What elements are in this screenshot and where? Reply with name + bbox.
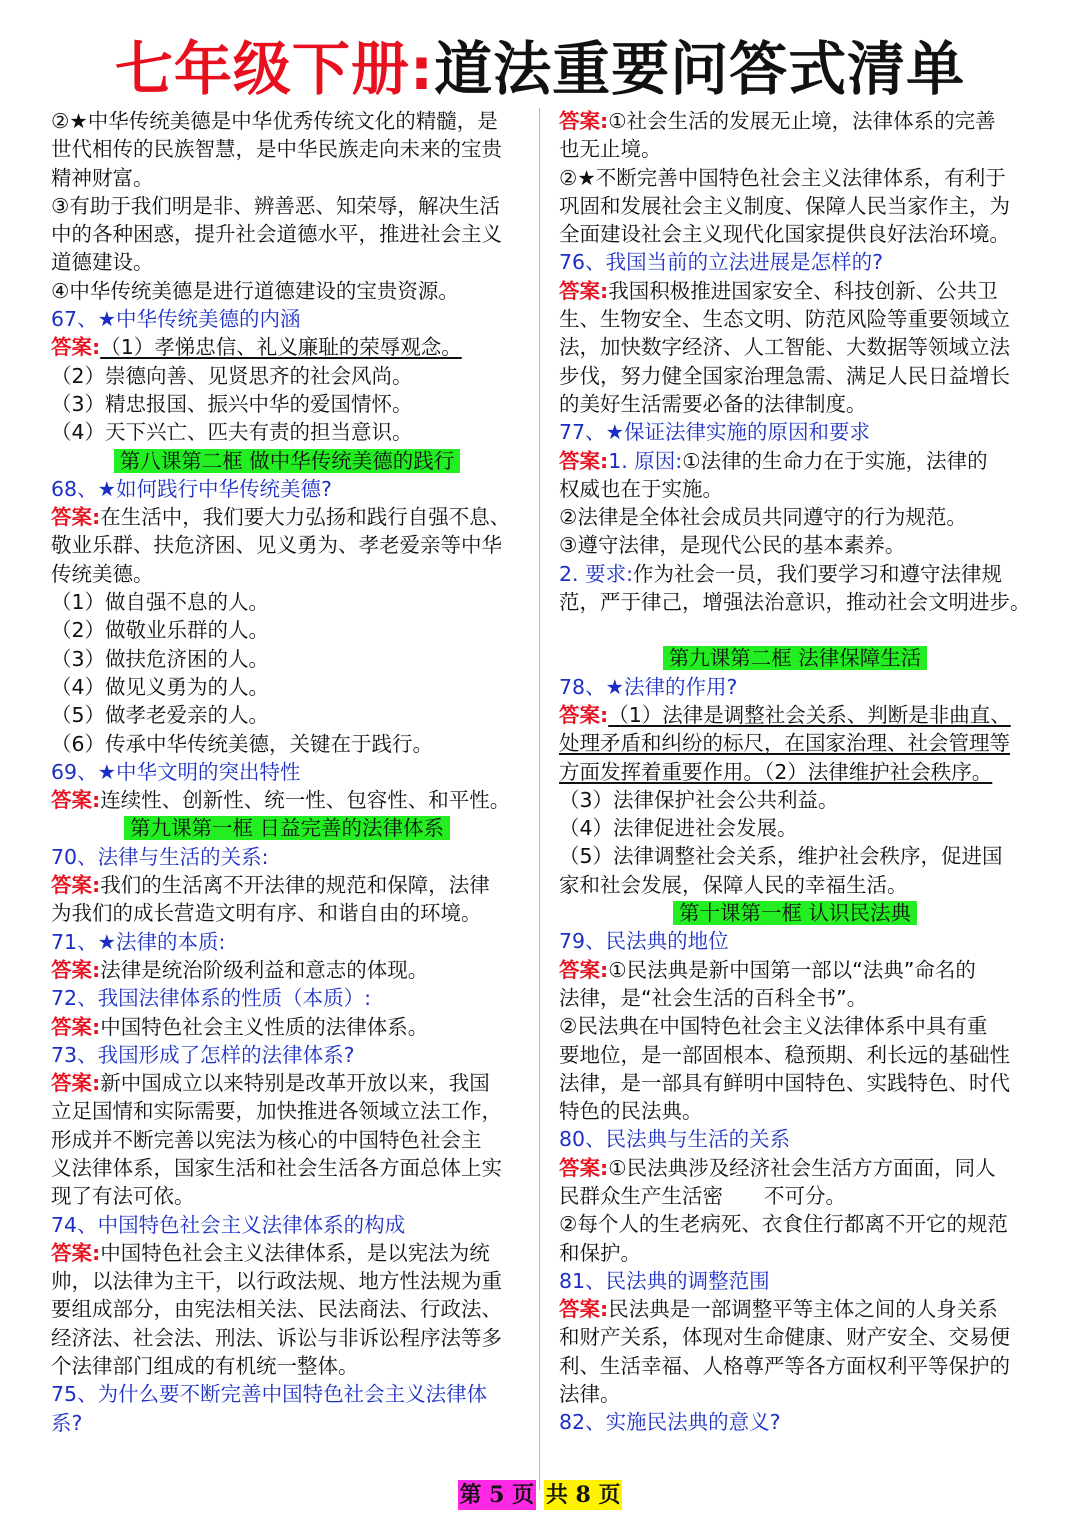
question-80: 80、民法典与生活的关系 bbox=[559, 1127, 791, 1152]
page-total: 共 8 页 bbox=[545, 1482, 621, 1508]
answer-label: 答案: bbox=[559, 957, 609, 982]
text-line: 的美好生活需要必备的法律制度。 bbox=[559, 391, 867, 416]
text-line: 利、生活幸福、人格尊严等各方面权利平等保护的 bbox=[559, 1353, 1010, 1378]
title-subject: 道法重要问答式清单 bbox=[434, 35, 966, 103]
question-79: 79、民法典的地位 bbox=[559, 929, 729, 954]
question-82: 82、实施民法典的意义? bbox=[559, 1410, 781, 1435]
answer-label: 答案: bbox=[51, 505, 101, 530]
section-heading-text: 第八课第二框 做中华传统美德的践行 bbox=[114, 449, 461, 473]
answer-text: ①民法典是新中国第一部以“法典”命名的 bbox=[608, 957, 976, 982]
text-line: 法律，是一部具有鲜明中国特色、实践特色、时代 bbox=[559, 1070, 1010, 1095]
answer-79 bbox=[559, 956, 1031, 984]
answer-label: 答案: bbox=[559, 702, 609, 727]
text-line: 为我们的成长营造文明有序、和谐自由的环境。 bbox=[51, 901, 482, 926]
text-line: 形成并不断完善以宪法为核心的中国特色社会主 bbox=[51, 1127, 482, 1152]
text-line: 现了有法可依。 bbox=[51, 1184, 195, 1209]
text-line: （1）做自强不息的人。 bbox=[51, 590, 270, 615]
text-line: （2）做敬业乐群的人。 bbox=[51, 618, 270, 643]
text-line: 要地位，是一部固根本、稳预期、利长远的基础性 bbox=[559, 1042, 1010, 1067]
question-72: 72、我国法律体系的性质（本质）: bbox=[51, 986, 371, 1011]
question-78: 78、★法律的作用? bbox=[559, 674, 738, 699]
text-line: 义法律体系，国家生活和社会生活各方面总体上实 bbox=[51, 1155, 502, 1180]
left-column bbox=[51, 107, 523, 1437]
text-line: 法，加快数字经济、人工智能、大数据等领域立法 bbox=[559, 335, 1010, 360]
page-title bbox=[0, 22, 1080, 106]
text-line: 范，严于律己，增强法治意识，推动社会文明进步。 bbox=[559, 590, 1031, 615]
requirement-text: 作为社会一员，我们要学习和遵守法律规 bbox=[632, 561, 1002, 586]
answer-text: 在生活中，我们要大力弘扬和践行自强不息、 bbox=[100, 505, 511, 530]
answer-69 bbox=[51, 786, 523, 814]
section-heading bbox=[51, 814, 523, 842]
text-line: 立足国情和实际需要，加快推进各领域立法工作， bbox=[51, 1099, 502, 1124]
text-line: 个法律部门组成的有机统一整体。 bbox=[51, 1354, 359, 1379]
answer-67 bbox=[51, 333, 523, 361]
text-line: 帅，以法律为主干，以行政法规、地方性法规为重 bbox=[51, 1269, 502, 1294]
text-line: （5）法律调整社会关系，维护社会秩序，促进国 bbox=[559, 844, 1003, 869]
text-line: （2）崇德向善、见贤思齐的社会风尚。 bbox=[51, 363, 413, 388]
text-line: （4）法律促进社会发展。 bbox=[559, 816, 798, 841]
answer-label: 答案: bbox=[51, 873, 101, 898]
text-line: 世代相传的民族智慧，是中华民族走向未来的宝贵 bbox=[51, 137, 502, 162]
text-line: 法律，是“社会生活的百科全书”。 bbox=[559, 985, 868, 1010]
text-line: ④中华传统美德是进行道德建设的宝贵资源。 bbox=[51, 278, 459, 303]
text-line: （4）做见义勇为的人。 bbox=[51, 674, 270, 699]
answer-label: 答案: bbox=[51, 957, 101, 982]
text-line: 敬业乐群、扶危济困、见义勇为、孝老爱亲等中华 bbox=[51, 533, 502, 558]
text-line: 民群众生产生活密 不可分。 bbox=[559, 1183, 846, 1208]
answer-label: 答案: bbox=[51, 1240, 101, 1265]
question-75-continued: 系? bbox=[51, 1410, 83, 1435]
answer-76 bbox=[559, 277, 1031, 305]
answer-text: ①民法典涉及经济社会生活方方面面，同人 bbox=[608, 1155, 996, 1180]
text-line: 家和社会发展，保障人民的幸福生活。 bbox=[559, 872, 908, 897]
spacer bbox=[559, 616, 1031, 644]
question-74: 74、中国特色社会主义法律体系的构成 bbox=[51, 1212, 406, 1237]
text-line: 权威也在于实施。 bbox=[559, 476, 723, 501]
text-line: ②每个人的生老病死、衣食住行都离不开它的规范 bbox=[559, 1212, 1008, 1237]
text-line: （3）做扶危济困的人。 bbox=[51, 646, 270, 671]
section-heading bbox=[559, 644, 1031, 672]
text-line: （5）做孝老爱亲的人。 bbox=[51, 703, 270, 728]
text-line: 传统美德。 bbox=[51, 561, 154, 586]
text-line: 方面发挥着重要作用。（2）法律维护社会秩序。 bbox=[559, 759, 993, 784]
text-line: ②民法典在中国特色社会主义法律体系中具有重 bbox=[559, 1014, 988, 1039]
requirement-line bbox=[559, 560, 1031, 588]
question-76: 76、我国当前的立法进展是怎样的? bbox=[559, 250, 883, 275]
text-line: 和保护。 bbox=[559, 1240, 641, 1265]
answer-68 bbox=[51, 503, 523, 531]
section-heading bbox=[51, 447, 523, 475]
text-line: 特色的民法典。 bbox=[559, 1099, 703, 1124]
answer-text: （1）法律是调整社会关系、判断是非曲直、 bbox=[608, 702, 1011, 727]
answer-label: 答案: bbox=[559, 448, 609, 473]
question-70: 70、法律与生活的关系: bbox=[51, 844, 269, 869]
page-number: 第 5 页 bbox=[459, 1482, 535, 1508]
answer-label: 答案: bbox=[559, 1155, 609, 1180]
text-line: （3）法律保护社会公共利益。 bbox=[559, 787, 839, 812]
section-heading-text: 第十课第一框 认识民法典 bbox=[673, 901, 917, 925]
question-67: 67、★中华传统美德的内涵 bbox=[51, 307, 301, 332]
answer-text: 我们的生活离不开法律的规范和保障，法律 bbox=[100, 873, 490, 898]
text-line: 要组成部分，由宪法相关法、民法商法、行政法、 bbox=[51, 1297, 502, 1322]
question-71: 71、★法律的本质: bbox=[51, 929, 226, 954]
text-line: 精神财富。 bbox=[51, 165, 154, 190]
text-line: 生、生物安全、生态文明、防范风险等重要领域立 bbox=[559, 307, 1010, 332]
question-81: 81、民法典的调整范围 bbox=[559, 1268, 770, 1293]
answer-78 bbox=[559, 701, 1031, 729]
question-75: 75、为什么要不断完善中国特色社会主义法律体 bbox=[51, 1382, 488, 1407]
text-line: 全面建设社会主义现代化国家提供良好法治环境。 bbox=[559, 222, 1010, 247]
right-column bbox=[559, 107, 1031, 1437]
answer-text: 我国积极推进国家安全、科技创新、公共卫 bbox=[608, 278, 998, 303]
answer-label: 答案: bbox=[559, 109, 609, 133]
text-line: ②法律是全体社会成员共同遵守的行为规范。 bbox=[559, 505, 967, 530]
section-heading-text: 第九课第二框 法律保障生活 bbox=[663, 646, 928, 670]
question-77: 77、★保证法律实施的原因和要求 bbox=[559, 420, 870, 445]
title-grade: 七年级下册: bbox=[114, 35, 435, 103]
answer-text: 中国特色社会主义法律体系，是以宪法为统 bbox=[100, 1240, 490, 1265]
text-line: ②★不断完善中国特色社会主义法律体系，有利于 bbox=[559, 165, 1006, 190]
text-line: 也无止境。 bbox=[559, 137, 662, 162]
answer-74 bbox=[51, 1239, 523, 1267]
text-line: （6）传承中华传统美德，关键在于践行。 bbox=[51, 731, 434, 756]
answer-text: 连续性、创新性、统一性、包容性、和平性。 bbox=[100, 788, 511, 813]
answer-81 bbox=[559, 1295, 1031, 1323]
text-line: ③遵守法律，是现代公民的基本素养。 bbox=[559, 533, 906, 558]
answer-72 bbox=[51, 1013, 523, 1041]
answer-label: 答案: bbox=[51, 1014, 101, 1039]
answer-75 bbox=[559, 107, 1031, 135]
answer-label: 答案: bbox=[559, 1297, 609, 1322]
answer-text: （1）孝悌忠信、礼义廉耻的荣辱观念。 bbox=[100, 335, 462, 360]
answer-70 bbox=[51, 871, 523, 899]
question-73: 73、我国形成了怎样的法律体系? bbox=[51, 1042, 355, 1067]
answer-text: ①社会生活的发展无止境，法律体系的完善 bbox=[608, 109, 996, 133]
text-line: 步伐，努力健全国家治理急需、满足人民日益增长 bbox=[559, 363, 1010, 388]
text-line: （4）天下兴亡、匹夫有责的担当意识。 bbox=[51, 420, 413, 445]
text-line: 中的各种困惑，提升社会道德水平，推进社会主义 bbox=[51, 222, 502, 247]
answer-80 bbox=[559, 1154, 1031, 1182]
answer-text: 法律是统治阶级利益和意志的体现。 bbox=[100, 957, 429, 982]
question-68: 68、★如何践行中华传统美德? bbox=[51, 476, 332, 501]
answer-text: 新中国成立以来特别是改革开放以来，我国 bbox=[100, 1071, 490, 1096]
text-line: 道德建设。 bbox=[51, 250, 154, 275]
page-footer bbox=[0, 1478, 1080, 1509]
text-line: 处理矛盾和纠纷的标尺，在国家治理、社会管理等 bbox=[559, 731, 1010, 756]
text-line: 和财产关系，体现对生命健康、财产安全、交易便 bbox=[559, 1325, 1010, 1350]
answer-label: 答案: bbox=[51, 788, 101, 813]
answer-77 bbox=[559, 447, 1031, 475]
text-line: 法律。 bbox=[559, 1382, 621, 1407]
section-heading-text: 第九课第一框 日益完善的法律体系 bbox=[124, 816, 450, 840]
text-line: ②★中华传统美德是中华优秀传统文化的精髓，是 bbox=[51, 109, 498, 133]
answer-label: 答案: bbox=[559, 278, 609, 303]
reason-label: 1. 原因: bbox=[608, 448, 683, 473]
question-69: 69、★中华文明的突出特性 bbox=[51, 759, 301, 784]
text-line: （3）精忠报国、振兴中华的爱国情怀。 bbox=[51, 391, 413, 416]
answer-text: 中国特色社会主义性质的法律体系。 bbox=[100, 1014, 429, 1039]
requirement-label: 2. 要求: bbox=[559, 561, 633, 586]
answer-label: 答案: bbox=[51, 335, 101, 360]
answer-text: 民法典是一部调整平等主体之间的人身关系 bbox=[608, 1297, 998, 1322]
answer-71 bbox=[51, 956, 523, 984]
answer-text: ①法律的生命力在于实施，法律的 bbox=[682, 448, 988, 473]
answer-73 bbox=[51, 1069, 523, 1097]
answer-label: 答案: bbox=[51, 1071, 101, 1096]
column-divider bbox=[539, 108, 540, 1490]
section-heading bbox=[559, 899, 1031, 927]
text-line: ③有助于我们明是非、辨善恶、知荣辱，解决生活 bbox=[51, 193, 500, 218]
text-line: 巩固和发展社会主义制度、保障人民当家作主，为 bbox=[559, 193, 1010, 218]
text-line: 经济法、社会法、刑法、诉讼与非诉讼程序法等多 bbox=[51, 1325, 502, 1350]
